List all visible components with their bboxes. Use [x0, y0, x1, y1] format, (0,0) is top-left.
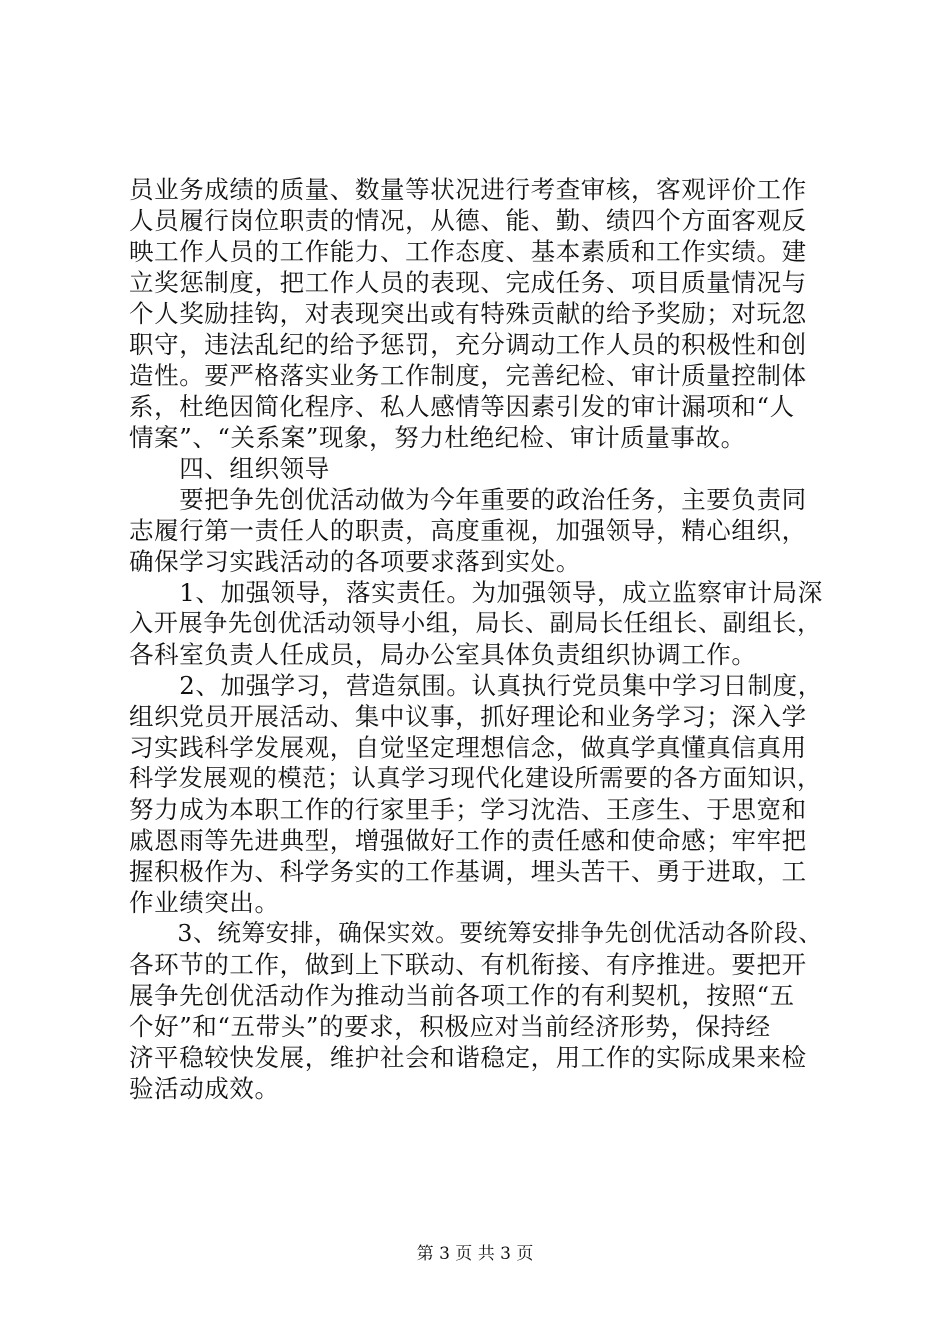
- text-line: 组织党员开展活动、集中议事，抓好理论和业务学习；深入学: [129, 702, 807, 731]
- text-line: 人员履行岗位职责的情况，从德、能、勤、绩四个方面客观反: [129, 206, 807, 235]
- text-line: 各科室负责人任成员，局办公室具体负责组织协调工作。: [129, 640, 757, 669]
- text-line: 握积极作为、科学务实的工作基调，埋头苦干、勇于进取，工: [129, 857, 807, 886]
- page-footer: 第 3 页 共 3 页: [416, 1244, 534, 1264]
- text-line: 努力成为本职工作的行家里手；学习沈浩、王彦生、于思宽和: [129, 795, 807, 824]
- text-line: 立奖惩制度，把工作人员的表现、完成任务、项目质量情况与: [129, 268, 807, 297]
- text-line: 职守，违法乱纪的给予惩罚，充分调动工作人员的积极性和创: [129, 330, 807, 359]
- text-line: 情案”、“关系案”现象，努力杜绝纪检、审计质量事故。: [129, 423, 746, 452]
- text-line: 入开展争先创优活动领导小组，局长、副局长任组长、副组长，: [129, 609, 822, 637]
- text-line: 确保学习实践活动的各项要求落到实处。: [129, 547, 581, 576]
- text-line: 要把争先创优活动做为今年重要的政治任务，主要负责同: [129, 485, 807, 514]
- text-line: 济平稳较快发展，维护社会和谐稳定，用工作的实际成果来检: [129, 1043, 807, 1072]
- text-line: 2、加强学习，营造氛围。认真执行党员集中学习日制度，: [129, 671, 823, 700]
- text-line: 个好”和“五带头”的要求，积极应对当前经济形势，保持经: [129, 1012, 771, 1041]
- text-line: 各环节的工作，做到上下联动、有机衔接、有序推进。要把开: [129, 950, 807, 979]
- text-line: 员业务成绩的质量、数量等状况进行考查审核，客观评价工作: [129, 175, 807, 204]
- document-body: [129, 174, 829, 1104]
- text-line: 个人奖励挂钩，对表现突出或有特殊贡献的给予奖励；对玩忽: [129, 299, 807, 328]
- text-line: 3、统筹安排，确保实效。要统筹安排争先创优活动各阶段、: [129, 919, 823, 947]
- text-line: 戚恩雨等先进典型，增强做好工作的责任感和使命感；牢牢把: [129, 826, 807, 855]
- text-line: 志履行第一责任人的职责，高度重视，加强领导，精心组织，: [129, 516, 807, 545]
- text-line: 映工作人员的工作能力、工作态度、基本素质和工作实绩。建: [129, 237, 807, 266]
- text-line: 造性。要严格落实业务工作制度，完善纪检、审计质量控制体: [129, 361, 807, 390]
- text-line: 习实践科学发展观，自觉坚定理想信念，做真学真懂真信真用: [129, 733, 807, 762]
- text-line: 1、加强领导，落实责任。为加强领导，成立监察审计局深: [129, 578, 823, 607]
- text-line: 验活动成效。: [129, 1074, 280, 1103]
- text-line: 四、组织领导: [129, 454, 330, 483]
- text-line: 展争先创优活动作为推动当前各项工作的有利契机，按照“五: [129, 981, 795, 1010]
- text-line: 科学发展观的模范；认真学习现代化建设所需要的各方面知识，: [129, 764, 822, 792]
- text-line: 系，杜绝因简化程序、私人感情等因素引发的审计漏项和“人: [129, 392, 795, 421]
- text-line: 作业绩突出。: [129, 888, 280, 917]
